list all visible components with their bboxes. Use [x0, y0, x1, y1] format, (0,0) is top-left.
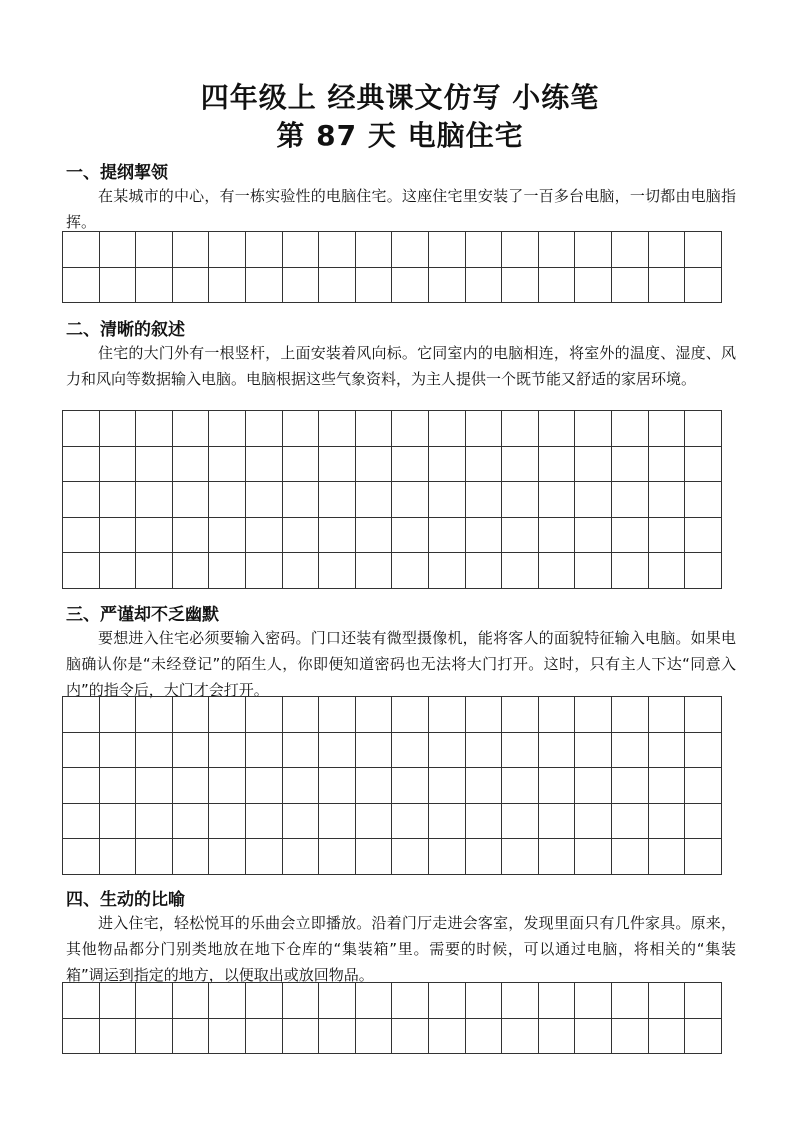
grid-cell[interactable]: [685, 804, 722, 840]
writing-grid[interactable]: [62, 410, 722, 589]
grid-cell[interactable]: [283, 983, 320, 1019]
grid-cell[interactable]: [100, 697, 137, 733]
grid-cell[interactable]: [136, 839, 173, 875]
grid-cell[interactable]: [649, 733, 686, 769]
grid-cell[interactable]: [63, 553, 100, 589]
grid-cell[interactable]: [502, 697, 539, 733]
section-heading: 四、生动的比喻: [66, 890, 185, 910]
grid-cell[interactable]: [319, 268, 356, 304]
grid-cell[interactable]: [356, 839, 393, 875]
grid-cell[interactable]: [173, 232, 210, 268]
grid-cell[interactable]: [246, 1019, 283, 1055]
grid-cell[interactable]: [136, 733, 173, 769]
grid-cell[interactable]: [612, 804, 649, 840]
section-heading: 二、清晰的叙述: [66, 320, 185, 340]
grid-cell[interactable]: [502, 733, 539, 769]
grid-cell[interactable]: [246, 768, 283, 804]
grid-cell[interactable]: [466, 733, 503, 769]
grid-cell[interactable]: [466, 553, 503, 589]
grid-cell[interactable]: [429, 697, 466, 733]
grid-cell[interactable]: [612, 518, 649, 554]
grid-cell[interactable]: [356, 1019, 393, 1055]
grid-cell[interactable]: [466, 518, 503, 554]
grid-cell[interactable]: [429, 482, 466, 518]
grid-cell[interactable]: [429, 733, 466, 769]
grid-cell[interactable]: [575, 839, 612, 875]
grid-cell[interactable]: [649, 768, 686, 804]
grid-cell[interactable]: [356, 411, 393, 447]
grid-cell[interactable]: [466, 839, 503, 875]
grid-cell[interactable]: [466, 268, 503, 304]
grid-cell[interactable]: [100, 804, 137, 840]
grid-cell[interactable]: [539, 839, 576, 875]
grid-cell[interactable]: [63, 482, 100, 518]
grid-cell[interactable]: [649, 839, 686, 875]
grid-cell[interactable]: [575, 232, 612, 268]
grid-cell[interactable]: [356, 733, 393, 769]
grid-cell[interactable]: [575, 411, 612, 447]
grid-cell[interactable]: [246, 268, 283, 304]
grid-cell[interactable]: [685, 482, 722, 518]
grid-cell[interactable]: [100, 482, 137, 518]
grid-cell[interactable]: [649, 804, 686, 840]
section-heading: 三、严谨却不乏幽默: [66, 605, 219, 625]
grid-cell[interactable]: [63, 839, 100, 875]
grid-cell[interactable]: [209, 232, 246, 268]
grid-cell[interactable]: [173, 411, 210, 447]
grid-cell[interactable]: [100, 553, 137, 589]
grid-cell[interactable]: [649, 411, 686, 447]
grid-cell[interactable]: [502, 768, 539, 804]
grid-cell[interactable]: [539, 697, 576, 733]
grid-cell[interactable]: [63, 1019, 100, 1055]
grid-cell[interactable]: [392, 553, 429, 589]
grid-cell[interactable]: [209, 983, 246, 1019]
grid-cell[interactable]: [246, 232, 283, 268]
grid-cell[interactable]: [392, 518, 429, 554]
grid-cell[interactable]: [429, 518, 466, 554]
grid-cell[interactable]: [685, 232, 722, 268]
grid-cell[interactable]: [283, 411, 320, 447]
grid-cell[interactable]: [136, 804, 173, 840]
grid-cell[interactable]: [173, 804, 210, 840]
grid-cell[interactable]: [612, 553, 649, 589]
grid-cell[interactable]: [63, 697, 100, 733]
grid-cell[interactable]: [63, 447, 100, 483]
grid-cell[interactable]: [283, 804, 320, 840]
grid-cell[interactable]: [575, 733, 612, 769]
grid-cell[interactable]: [100, 1019, 137, 1055]
grid-cell[interactable]: [319, 232, 356, 268]
writing-grid[interactable]: [62, 696, 722, 875]
grid-cell[interactable]: [649, 697, 686, 733]
grid-cell[interactable]: [100, 411, 137, 447]
grid-cell[interactable]: [356, 482, 393, 518]
grid-cell[interactable]: [466, 804, 503, 840]
grid-cell[interactable]: [63, 733, 100, 769]
grid-cell[interactable]: [612, 447, 649, 483]
grid-cell[interactable]: [685, 839, 722, 875]
grid-cell[interactable]: [173, 268, 210, 304]
grid-cell[interactable]: [136, 1019, 173, 1055]
grid-cell[interactable]: [502, 518, 539, 554]
grid-cell[interactable]: [575, 447, 612, 483]
grid-cell[interactable]: [539, 804, 576, 840]
grid-cell[interactable]: [575, 482, 612, 518]
grid-cell[interactable]: [612, 839, 649, 875]
grid-cell[interactable]: [319, 518, 356, 554]
grid-cell[interactable]: [575, 268, 612, 304]
grid-cell[interactable]: [136, 553, 173, 589]
grid-cell[interactable]: [319, 733, 356, 769]
grid-cell[interactable]: [63, 411, 100, 447]
grid-cell[interactable]: [392, 447, 429, 483]
grid-cell[interactable]: [466, 768, 503, 804]
grid-cell[interactable]: [685, 983, 722, 1019]
grid-cell[interactable]: [319, 553, 356, 589]
grid-cell[interactable]: [466, 482, 503, 518]
grid-cell[interactable]: [173, 1019, 210, 1055]
grid-cell[interactable]: [209, 839, 246, 875]
grid-cell[interactable]: [502, 482, 539, 518]
grid-cell[interactable]: [429, 983, 466, 1019]
grid-cell[interactable]: [319, 839, 356, 875]
grid-cell[interactable]: [685, 768, 722, 804]
grid-cell[interactable]: [173, 733, 210, 769]
grid-cell[interactable]: [63, 768, 100, 804]
grid-cell[interactable]: [63, 268, 100, 304]
grid-cell[interactable]: [209, 733, 246, 769]
grid-cell[interactable]: [136, 768, 173, 804]
grid-cell[interactable]: [136, 232, 173, 268]
grid-cell[interactable]: [246, 804, 283, 840]
grid-cell[interactable]: [356, 983, 393, 1019]
grid-cell[interactable]: [539, 518, 576, 554]
grid-cell[interactable]: [649, 518, 686, 554]
grid-cell[interactable]: [649, 1019, 686, 1055]
grid-cell[interactable]: [209, 553, 246, 589]
grid-cell[interactable]: [649, 983, 686, 1019]
grid-cell[interactable]: [502, 268, 539, 304]
grid-cell[interactable]: [136, 411, 173, 447]
grid-cell[interactable]: [319, 768, 356, 804]
grid-cell[interactable]: [392, 411, 429, 447]
grid-cell[interactable]: [612, 733, 649, 769]
grid-cell[interactable]: [283, 1019, 320, 1055]
grid-cell[interactable]: [649, 553, 686, 589]
grid-cell[interactable]: [575, 518, 612, 554]
grid-cell[interactable]: [246, 983, 283, 1019]
grid-cell[interactable]: [612, 768, 649, 804]
grid-cell[interactable]: [502, 232, 539, 268]
grid-cell[interactable]: [649, 268, 686, 304]
grid-cell[interactable]: [612, 232, 649, 268]
grid-cell[interactable]: [246, 447, 283, 483]
grid-cell[interactable]: [539, 232, 576, 268]
grid-cell[interactable]: [539, 553, 576, 589]
grid-cell[interactable]: [173, 482, 210, 518]
grid-cell[interactable]: [283, 839, 320, 875]
grid-cell[interactable]: [392, 268, 429, 304]
grid-cell[interactable]: [283, 232, 320, 268]
grid-cell[interactable]: [392, 1019, 429, 1055]
grid-cell[interactable]: [63, 983, 100, 1019]
grid-cell[interactable]: [319, 447, 356, 483]
grid-cell[interactable]: [246, 839, 283, 875]
grid-cell[interactable]: [283, 553, 320, 589]
grid-cell[interactable]: [209, 482, 246, 518]
grid-cell[interactable]: [466, 983, 503, 1019]
grid-cell[interactable]: [685, 697, 722, 733]
grid-cell[interactable]: [429, 1019, 466, 1055]
grid-cell[interactable]: [356, 232, 393, 268]
grid-cell[interactable]: [429, 268, 466, 304]
grid-cell[interactable]: [575, 768, 612, 804]
grid-cell[interactable]: [136, 518, 173, 554]
grid-cell[interactable]: [209, 411, 246, 447]
grid-cell[interactable]: [209, 268, 246, 304]
grid-cell[interactable]: [575, 553, 612, 589]
grid-cell[interactable]: [209, 447, 246, 483]
grid-cell[interactable]: [100, 447, 137, 483]
grid-cell[interactable]: [356, 268, 393, 304]
grid-cell[interactable]: [685, 447, 722, 483]
grid-cell[interactable]: [392, 232, 429, 268]
grid-cell[interactable]: [466, 697, 503, 733]
grid-cell[interactable]: [575, 1019, 612, 1055]
grid-cell[interactable]: [246, 518, 283, 554]
grid-cell[interactable]: [612, 697, 649, 733]
grid-cell[interactable]: [173, 839, 210, 875]
grid-cell[interactable]: [466, 411, 503, 447]
grid-cell[interactable]: [100, 839, 137, 875]
grid-cell[interactable]: [392, 804, 429, 840]
grid-cell[interactable]: [63, 232, 100, 268]
grid-cell[interactable]: [173, 983, 210, 1019]
grid-cell[interactable]: [575, 983, 612, 1019]
grid-cell[interactable]: [575, 697, 612, 733]
grid-cell[interactable]: [319, 697, 356, 733]
grid-cell[interactable]: [685, 733, 722, 769]
grid-cell[interactable]: [356, 518, 393, 554]
grid-cell[interactable]: [539, 1019, 576, 1055]
grid-cell[interactable]: [209, 697, 246, 733]
grid-cell[interactable]: [283, 482, 320, 518]
grid-cell[interactable]: [392, 983, 429, 1019]
grid-cell[interactable]: [502, 804, 539, 840]
section-paragraph: 在某城市的中心，有一栋实验性的电脑住宅。这座住宅里安装了一百多台电脑，一切都由电脑指挥。: [66, 187, 736, 231]
grid-cell[interactable]: [612, 482, 649, 518]
grid-cell[interactable]: [100, 768, 137, 804]
grid-cell[interactable]: [356, 804, 393, 840]
grid-cell[interactable]: [100, 268, 137, 304]
grid-cell[interactable]: [209, 1019, 246, 1055]
grid-cell[interactable]: [429, 232, 466, 268]
grid-cell[interactable]: [502, 983, 539, 1019]
grid-cell[interactable]: [173, 447, 210, 483]
grid-cell[interactable]: [100, 733, 137, 769]
grid-cell[interactable]: [612, 268, 649, 304]
grid-cell[interactable]: [100, 983, 137, 1019]
grid-cell[interactable]: [466, 232, 503, 268]
grid-cell[interactable]: [539, 983, 576, 1019]
section-paragraph: 住宅的大门外有一根竖杆，上面安装着风向标。它同室内的电脑相连，将室外的温度、湿度、风力和风向等数据输入电脑。电脑根据这些气象资料，为主人提供一个既节能又舒适的家居环境。: [66, 344, 736, 388]
grid-cell[interactable]: [356, 447, 393, 483]
grid-cell[interactable]: [392, 697, 429, 733]
grid-cell[interactable]: [429, 553, 466, 589]
grid-cell[interactable]: [649, 232, 686, 268]
grid-cell[interactable]: [100, 518, 137, 554]
grid-cell[interactable]: [685, 1019, 722, 1055]
grid-cell[interactable]: [283, 518, 320, 554]
grid-cell[interactable]: [502, 1019, 539, 1055]
writing-grid[interactable]: [62, 982, 722, 1054]
grid-cell[interactable]: [246, 697, 283, 733]
grid-cell[interactable]: [392, 733, 429, 769]
grid-cell[interactable]: [502, 553, 539, 589]
grid-cell[interactable]: [539, 768, 576, 804]
grid-cell[interactable]: [392, 768, 429, 804]
grid-cell[interactable]: [136, 697, 173, 733]
grid-cell[interactable]: [246, 411, 283, 447]
grid-cell[interactable]: [685, 411, 722, 447]
grid-cell[interactable]: [136, 447, 173, 483]
grid-cell[interactable]: [429, 768, 466, 804]
grid-cell[interactable]: [502, 411, 539, 447]
grid-cell[interactable]: [392, 839, 429, 875]
section-paragraph: 要想进入住宅必须要输入密码。门口还装有微型摄像机，能将客人的面貌特征输入电脑。如果电脑确认你是“未经登记”的陌生人，你即便知道密码也无法将大门打开。这时，只有主人下达“同意入内”的指令后，大门才会打开。: [66, 629, 736, 699]
grid-cell[interactable]: [612, 983, 649, 1019]
grid-cell[interactable]: [649, 447, 686, 483]
page-subtitle: 第 87 天 电脑住宅: [276, 119, 524, 152]
grid-cell[interactable]: [612, 411, 649, 447]
grid-cell[interactable]: [283, 447, 320, 483]
grid-cell[interactable]: [356, 768, 393, 804]
grid-cell[interactable]: [100, 232, 137, 268]
grid-cell[interactable]: [319, 411, 356, 447]
grid-cell[interactable]: [319, 1019, 356, 1055]
grid-cell[interactable]: [466, 447, 503, 483]
grid-cell[interactable]: [246, 482, 283, 518]
grid-cell[interactable]: [283, 697, 320, 733]
grid-cell[interactable]: [63, 518, 100, 554]
grid-cell[interactable]: [392, 482, 429, 518]
grid-cell[interactable]: [136, 983, 173, 1019]
grid-cell[interactable]: [539, 733, 576, 769]
grid-cell[interactable]: [63, 804, 100, 840]
grid-cell[interactable]: [429, 839, 466, 875]
grid-cell[interactable]: [575, 804, 612, 840]
grid-cell[interactable]: [283, 268, 320, 304]
grid-cell[interactable]: [173, 697, 210, 733]
grid-cell[interactable]: [173, 518, 210, 554]
grid-cell[interactable]: [319, 804, 356, 840]
grid-cell[interactable]: [356, 697, 393, 733]
grid-cell[interactable]: [173, 553, 210, 589]
grid-cell[interactable]: [209, 804, 246, 840]
grid-cell[interactable]: [209, 768, 246, 804]
grid-cell[interactable]: [136, 268, 173, 304]
grid-cell[interactable]: [246, 553, 283, 589]
section-heading: 一、提纲挈领: [66, 163, 168, 183]
grid-cell[interactable]: [649, 482, 686, 518]
grid-cell[interactable]: [429, 447, 466, 483]
grid-cell[interactable]: [685, 268, 722, 304]
grid-cell[interactable]: [209, 518, 246, 554]
writing-grid[interactable]: [62, 231, 722, 303]
grid-cell[interactable]: [685, 553, 722, 589]
grid-cell[interactable]: [246, 733, 283, 769]
grid-cell[interactable]: [429, 411, 466, 447]
grid-cell[interactable]: [283, 733, 320, 769]
grid-cell[interactable]: [612, 1019, 649, 1055]
grid-cell[interactable]: [356, 553, 393, 589]
section-paragraph: 进入住宅，轻松悦耳的乐曲会立即播放。沿着门厅走进会客室，发现里面只有几件家具。原来，其他物品都分门别类地放在地下仓库的“集装箱”里。需要的时候，可以通过电脑，将相关的“集装箱”调运到指定的地方，以便取出或放回物品。: [66, 914, 736, 984]
grid-cell[interactable]: [539, 482, 576, 518]
page-title: 四年级上 经典课文仿写 小练笔: [200, 81, 600, 114]
grid-cell[interactable]: [539, 447, 576, 483]
grid-cell[interactable]: [319, 983, 356, 1019]
grid-cell[interactable]: [539, 268, 576, 304]
grid-cell[interactable]: [502, 839, 539, 875]
grid-cell[interactable]: [466, 1019, 503, 1055]
grid-cell[interactable]: [502, 447, 539, 483]
grid-cell[interactable]: [319, 482, 356, 518]
grid-cell[interactable]: [173, 768, 210, 804]
grid-cell[interactable]: [685, 518, 722, 554]
grid-cell[interactable]: [136, 482, 173, 518]
grid-cell[interactable]: [539, 411, 576, 447]
grid-cell[interactable]: [283, 768, 320, 804]
grid-cell[interactable]: [429, 804, 466, 840]
